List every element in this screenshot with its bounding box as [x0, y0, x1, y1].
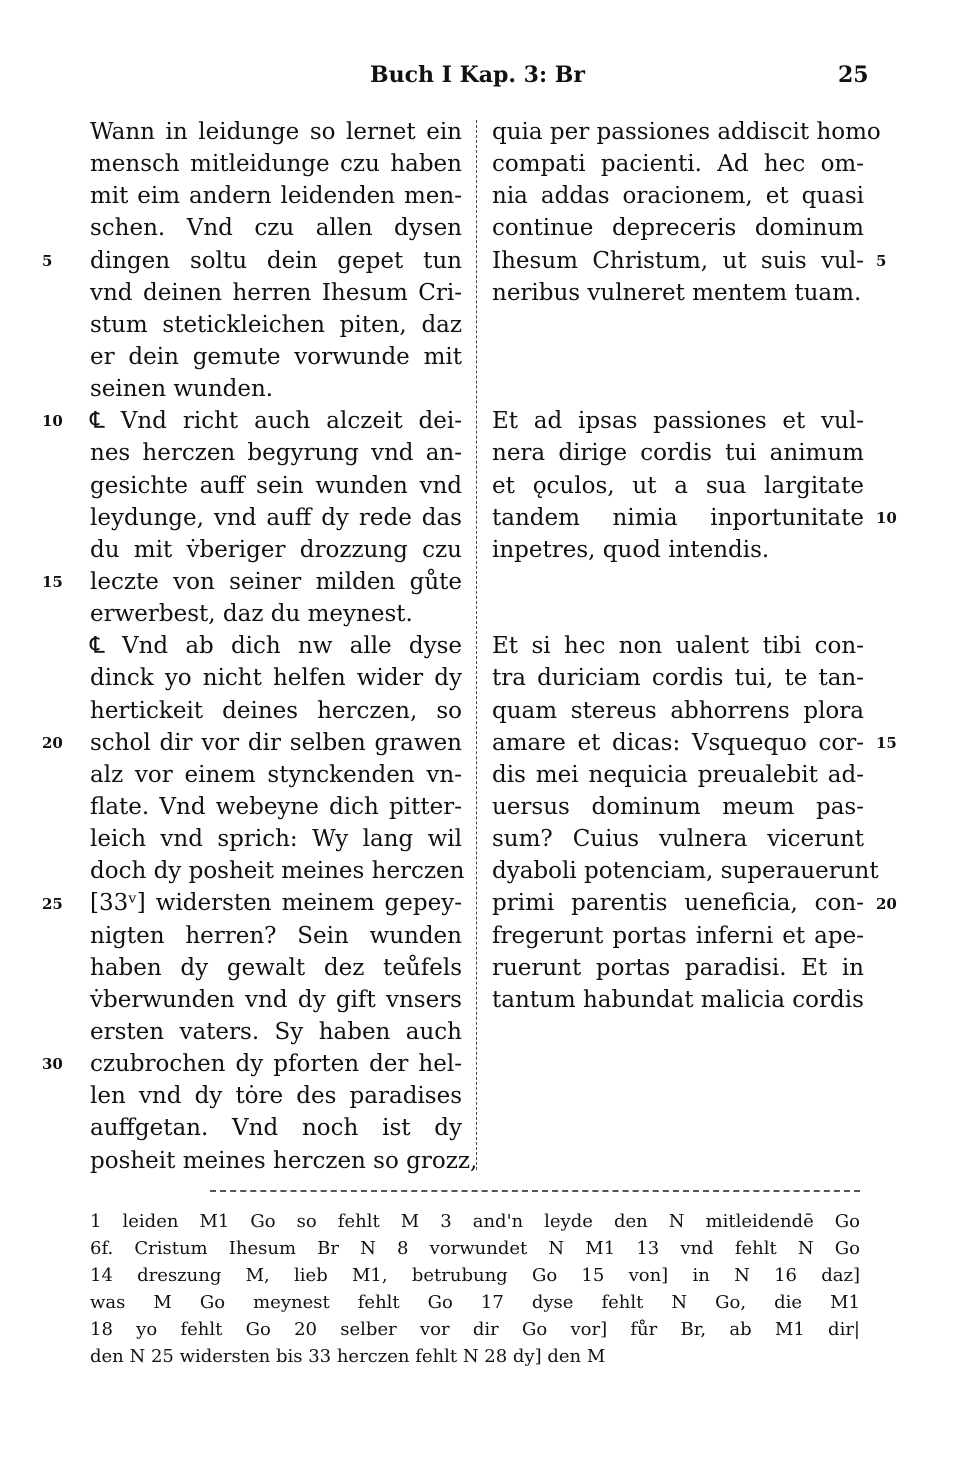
text-line: et ǫculos, ut a sua largitate: [492, 472, 864, 499]
text-line: amare et dicas: Vsquequo cor-: [492, 729, 864, 756]
line-number: 25: [42, 894, 63, 913]
text-line: inpetres, quod intendis.: [492, 536, 770, 563]
text-line: mit eim andern leidenden men-: [90, 183, 462, 210]
text-line: primi parentis ueneficia, con-: [492, 890, 864, 917]
text-line: haben dy gewalt dez teůfels: [90, 954, 462, 981]
line-number: 5: [876, 251, 887, 270]
text-line: schen. Vnd czu allen dysen: [90, 215, 462, 242]
text-line: flate. Vnd webeyne dich pitter-: [90, 793, 462, 820]
text-line: quam stereus abhorrens plora: [492, 697, 864, 724]
text-line: vnd deinen herren Ihesum Cri-: [90, 279, 462, 306]
text-line: gesichte auff sein wunden vnd: [90, 472, 462, 499]
text-line: erwerbest, daz du meynest.: [90, 601, 413, 628]
text-line: tra duriciam cordis tui, te tan-: [492, 665, 864, 692]
text-line: v̇berwunden vnd dy gift vnsers: [90, 986, 462, 1013]
text-line: Et si hec non ualent tibi con-: [492, 633, 864, 660]
line-number: 20: [876, 894, 897, 913]
left-column-text: [90, 116, 478, 1177]
text-line: ℄ Vnd ab dich nw alle dyse: [90, 633, 462, 660]
text-line: schol dir vor dir selben grawen: [90, 729, 462, 756]
text-line: nera dirige cordis tui animum: [492, 440, 864, 467]
running-head: Buch I Kap. 3: Br: [370, 62, 585, 88]
text-line: len vnd dy tȯre des paradises: [90, 1083, 462, 1110]
blank-line: [492, 341, 864, 373]
text-line: ℄ Vnd richt auch alczeit dei-: [90, 408, 462, 435]
text-line: tantum habundat malicia cordis: [492, 986, 864, 1013]
text-line: seinen wunden.: [90, 376, 274, 403]
line-number: 5: [42, 251, 53, 270]
blank-line: [492, 373, 864, 405]
text-line: posheit meines herczen so grozz,: [90, 1147, 478, 1174]
text-line: quia per passiones addiscit homo: [492, 119, 881, 145]
text-line: doch dy posheit meines herczen: [90, 858, 465, 885]
text-line: [33ᵛ] widersten meinem gepey-: [90, 890, 462, 917]
text-line: uersus dominum meum pas-: [492, 793, 864, 820]
column-divider: [476, 120, 477, 1170]
blank-line: [492, 566, 864, 598]
text-line: mensch mitleidunge czu haben: [90, 151, 462, 178]
text-line: dyaboli potenciam, superauerunt: [492, 858, 879, 885]
blank-line: [492, 309, 864, 341]
text-line: nia addas oracionem, et quasi: [492, 183, 864, 210]
text-line: leczte von seiner milden gůte: [90, 568, 462, 595]
text-line: nes herczen begyrung vnd an-: [90, 440, 462, 467]
text-line: compati pacienti. Ad hec om-: [492, 151, 864, 178]
text-line: Wann in leidunge so lernet ein: [90, 119, 462, 145]
line-number: 20: [42, 733, 63, 752]
footnote-line: den N 25 widersten bis 33 herczen fehlt N 28 dy] den M: [90, 1346, 606, 1367]
text-line: czubrochen dy pforten der hel-: [90, 1051, 462, 1078]
text-line: alz vor einem stynckenden vn-: [90, 761, 462, 788]
text-line: dingen soltu dein gepet tun: [90, 247, 462, 274]
footnote-line: 6f. Cristum Ihesum Br N 8 vorwundet N M1 13 vnd fehlt N Go: [90, 1238, 860, 1259]
text-line: Ihesum Christum, ut suis vul-: [492, 247, 864, 274]
text-line: er dein gemute vorwunde mit: [90, 343, 462, 370]
text-line: fregerunt portas inferni et ape-: [492, 922, 864, 949]
page-number: 25: [838, 62, 869, 88]
text-line: auffgetan. Vnd noch ist dy: [90, 1115, 462, 1142]
footnote-separator: [210, 1190, 860, 1192]
line-number: 10: [42, 412, 63, 431]
text-line: sum? Cuius vulnera vicerunt: [492, 826, 864, 853]
line-number: 15: [42, 573, 63, 592]
line-number: 10: [876, 508, 897, 527]
line-number: 15: [876, 733, 897, 752]
text-line: tandem nimia inportunitate: [492, 504, 864, 531]
text-line: Et ad ipsas passiones et vul-: [492, 408, 864, 435]
footnote-line: 1 leiden M1 Go so fehlt M 3 and'n leyde den N mitleidendē Go: [90, 1211, 860, 1232]
text-line: leydunge, vnd auff dy rede das: [90, 504, 462, 531]
critical-apparatus: [90, 1208, 860, 1370]
text-line: du mit v̇beriger drozzung czu: [90, 536, 462, 563]
text-line: nigten herren? Sein wunden: [90, 922, 462, 949]
text-line: leich vnd sprich: Wy lang wil: [90, 826, 462, 853]
footnote-line: was M Go meynest fehlt Go 17 dyse fehlt N Go, die M1: [90, 1292, 860, 1313]
text-line: ersten vaters. Sy haben auch: [90, 1018, 462, 1045]
text-line: dis mei nequicia preualebit ad-: [492, 761, 864, 788]
right-column-text: [492, 116, 881, 1016]
text-line: dinck yo nicht helfen wider dy: [90, 665, 462, 692]
text-line: neribus vulneret mentem tuam.: [492, 279, 862, 306]
text-line: stum stetickleichen piten, daz: [90, 311, 462, 338]
text-line: ruerunt portas paradisi. Et in: [492, 954, 864, 981]
text-line: continue depreceris dominum: [492, 215, 864, 242]
footnote-line: 14 dreszung M, lieb M1, betrubung Go 15 von] in N 16 daz]: [90, 1265, 860, 1286]
line-number: 30: [42, 1055, 63, 1074]
blank-line: [492, 598, 864, 630]
text-line: hertickeit deines herczen, so: [90, 697, 462, 724]
footnote-line: 18 yo fehlt Go 20 selber vor dir Go vor] fůr Br, ab M1 dir|: [90, 1319, 860, 1340]
